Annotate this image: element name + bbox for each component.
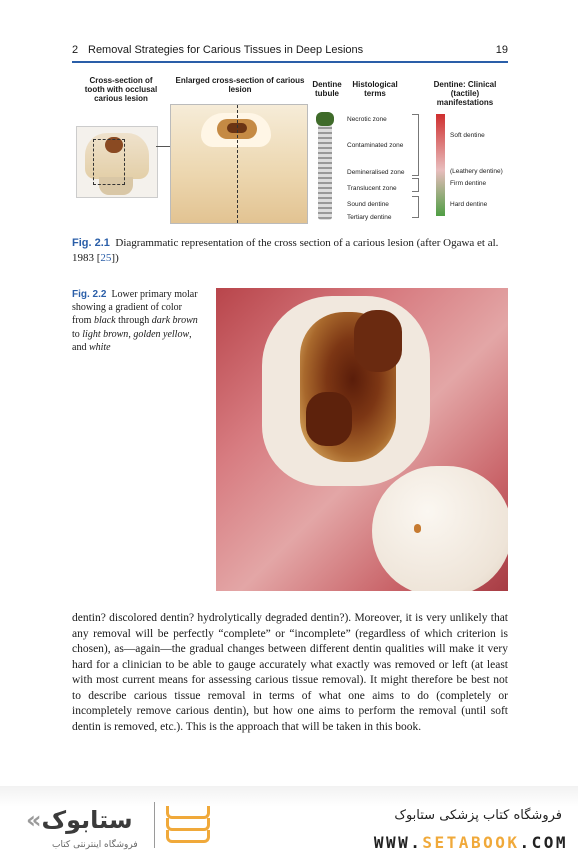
figure-2-2-caption: Fig. 2.2 Lower primary molar showing a gradient of color from black through dark brown to light brown, golden yellow, and white	[72, 289, 198, 353]
bracket-soft	[412, 114, 419, 176]
shop-name: فروشگاه کتاب پزشکی ستابوک	[394, 808, 562, 823]
tooth-cross-section-image	[76, 126, 158, 198]
website-link[interactable]: WWW.SETABOOK.COM	[373, 833, 568, 852]
chapter-title: Removal Strategies for Carious Tissues in Deep Lesions	[88, 44, 364, 56]
zone-translucent: Translucent zone	[347, 185, 397, 192]
caption-text: and	[72, 341, 87, 353]
figure-label: Fig. 2.1	[72, 237, 110, 249]
clinical-soft: Soft dentine	[450, 132, 485, 139]
caption-text: through	[118, 315, 150, 327]
book-stack-icon	[166, 804, 204, 846]
logo-text: ستابوک	[41, 806, 133, 834]
zone-tertiary: Tertiary dentine	[347, 214, 392, 221]
caption-text: to	[72, 328, 80, 340]
page-number: 19	[495, 44, 508, 56]
caption-text: Lower primary molar showing a gradient of color from	[72, 289, 198, 327]
fig-col-histological: Histological terms	[352, 80, 398, 98]
reference-link[interactable]: 25	[100, 252, 112, 264]
fig-col-cross-section: Cross-section of tooth with occlusal carious lesion	[84, 76, 158, 103]
running-header	[72, 44, 508, 62]
logo-subtitle: فروشگاه اینترنتی کتاب	[52, 840, 138, 850]
caption-text: Diagrammatic representation of the cross section of a carious lesion (after Ogawa et al. 1983 [	[72, 237, 499, 264]
clinical-leathery: (Leathery dentine)	[450, 168, 503, 175]
double-chevron-icon: «	[26, 806, 42, 834]
fig-col-enlarged: Enlarged cross-section of carious lesion	[175, 76, 305, 94]
setabook-logo	[26, 806, 133, 834]
caption-end: ])	[111, 252, 119, 264]
color-term: black	[93, 315, 116, 327]
body-paragraph: dentin? discolored dentin? hydrolytically degraded dentin?). Moreover, it is very unlikely that any removal will be perfectly “complete” or “incomplete” (regardless of which criterion is chosen), as—again—the gradual changes between different dentin qualities will make it very hard for a clinician to be able to gauge accurately what exactly was removed or left (at least with most current means for assessing carious tissue removal). It might therefore be best not to describe carious tissue removal in terms of what one aims to do (completely or incompletely remove carious dentin), but how one aims to perform the removal (until soft dentin is removed, etc.). This is the approach that will be taken in this book.	[72, 612, 508, 733]
zone-demineralised: Demineralised zone	[347, 169, 405, 176]
fig-col-clinical: Dentine: Clinical (tactile) manifestations	[433, 80, 497, 107]
header-rule	[72, 61, 508, 63]
color-term: golden yellow	[133, 328, 190, 340]
fig-col-tubule: Dentine tubule	[312, 80, 342, 98]
bracket-hard	[412, 196, 419, 218]
footer-banner	[0, 786, 578, 865]
color-term: light brown	[82, 328, 129, 340]
body-text	[72, 611, 508, 735]
molar-photograph	[216, 288, 508, 591]
zoom-connector	[156, 146, 170, 147]
clinical-hard: Hard dentine	[450, 201, 488, 208]
figure-2-1	[72, 74, 508, 226]
color-term: white	[88, 341, 111, 353]
clinical-gradient-bar	[436, 114, 445, 216]
chapter-number: 2	[72, 44, 79, 56]
logo-divider	[154, 802, 155, 848]
figure-label: Fig. 2.2	[72, 289, 107, 300]
zone-necrotic: Necrotic zone	[347, 116, 387, 123]
clinical-firm: Firm dentine	[450, 180, 487, 187]
dentine-tubule-image	[318, 114, 332, 220]
zone-contaminated: Contaminated zone	[347, 142, 404, 149]
color-term: dark brown	[151, 315, 198, 327]
enlarged-lesion-image	[170, 104, 308, 224]
figure-2-1-caption	[72, 236, 508, 266]
zone-sound: Sound dentine	[347, 201, 389, 208]
bracket-firm	[412, 178, 419, 192]
